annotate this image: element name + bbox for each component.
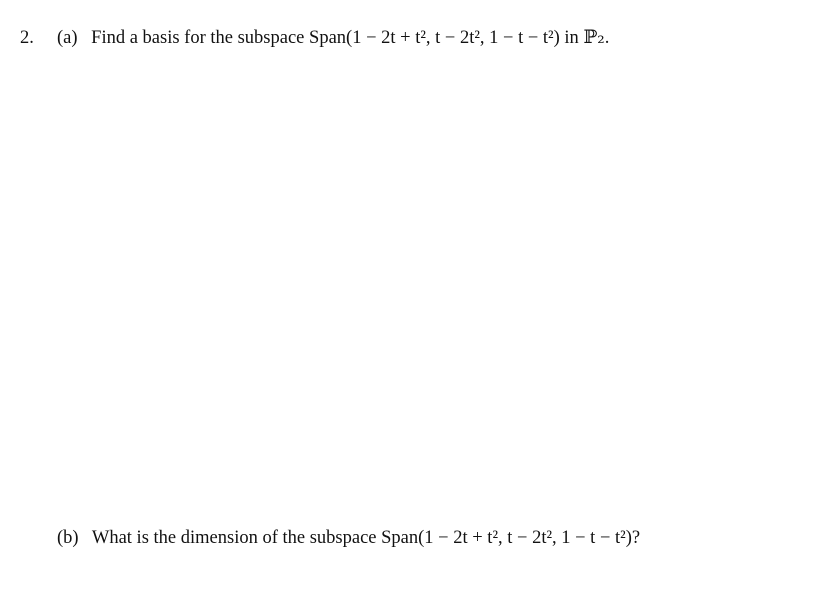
part-b-question-mark: ? [631,528,641,548]
problem-number: 2. [20,28,34,48]
part-a-period: . [604,28,610,48]
part-a-label: (a) [57,28,78,48]
part-b-text: What is the dimension of the subspace [91,528,377,548]
question-2a [20,29,609,48]
part-b-label: (b) [57,528,79,548]
polynomial-space-p2: ℙ₂ [583,27,605,48]
part-a-text-in: in [564,28,579,48]
part-a-text: Find a basis for the subspace [91,28,305,48]
part-a-span-expression: Span(1 − 2t + t², t − 2t², 1 − t − t²) [309,28,560,48]
question-2b [57,529,640,548]
part-b-span-expression: Span(1 − 2t + t², t − 2t², 1 − t − t²) [381,528,632,548]
